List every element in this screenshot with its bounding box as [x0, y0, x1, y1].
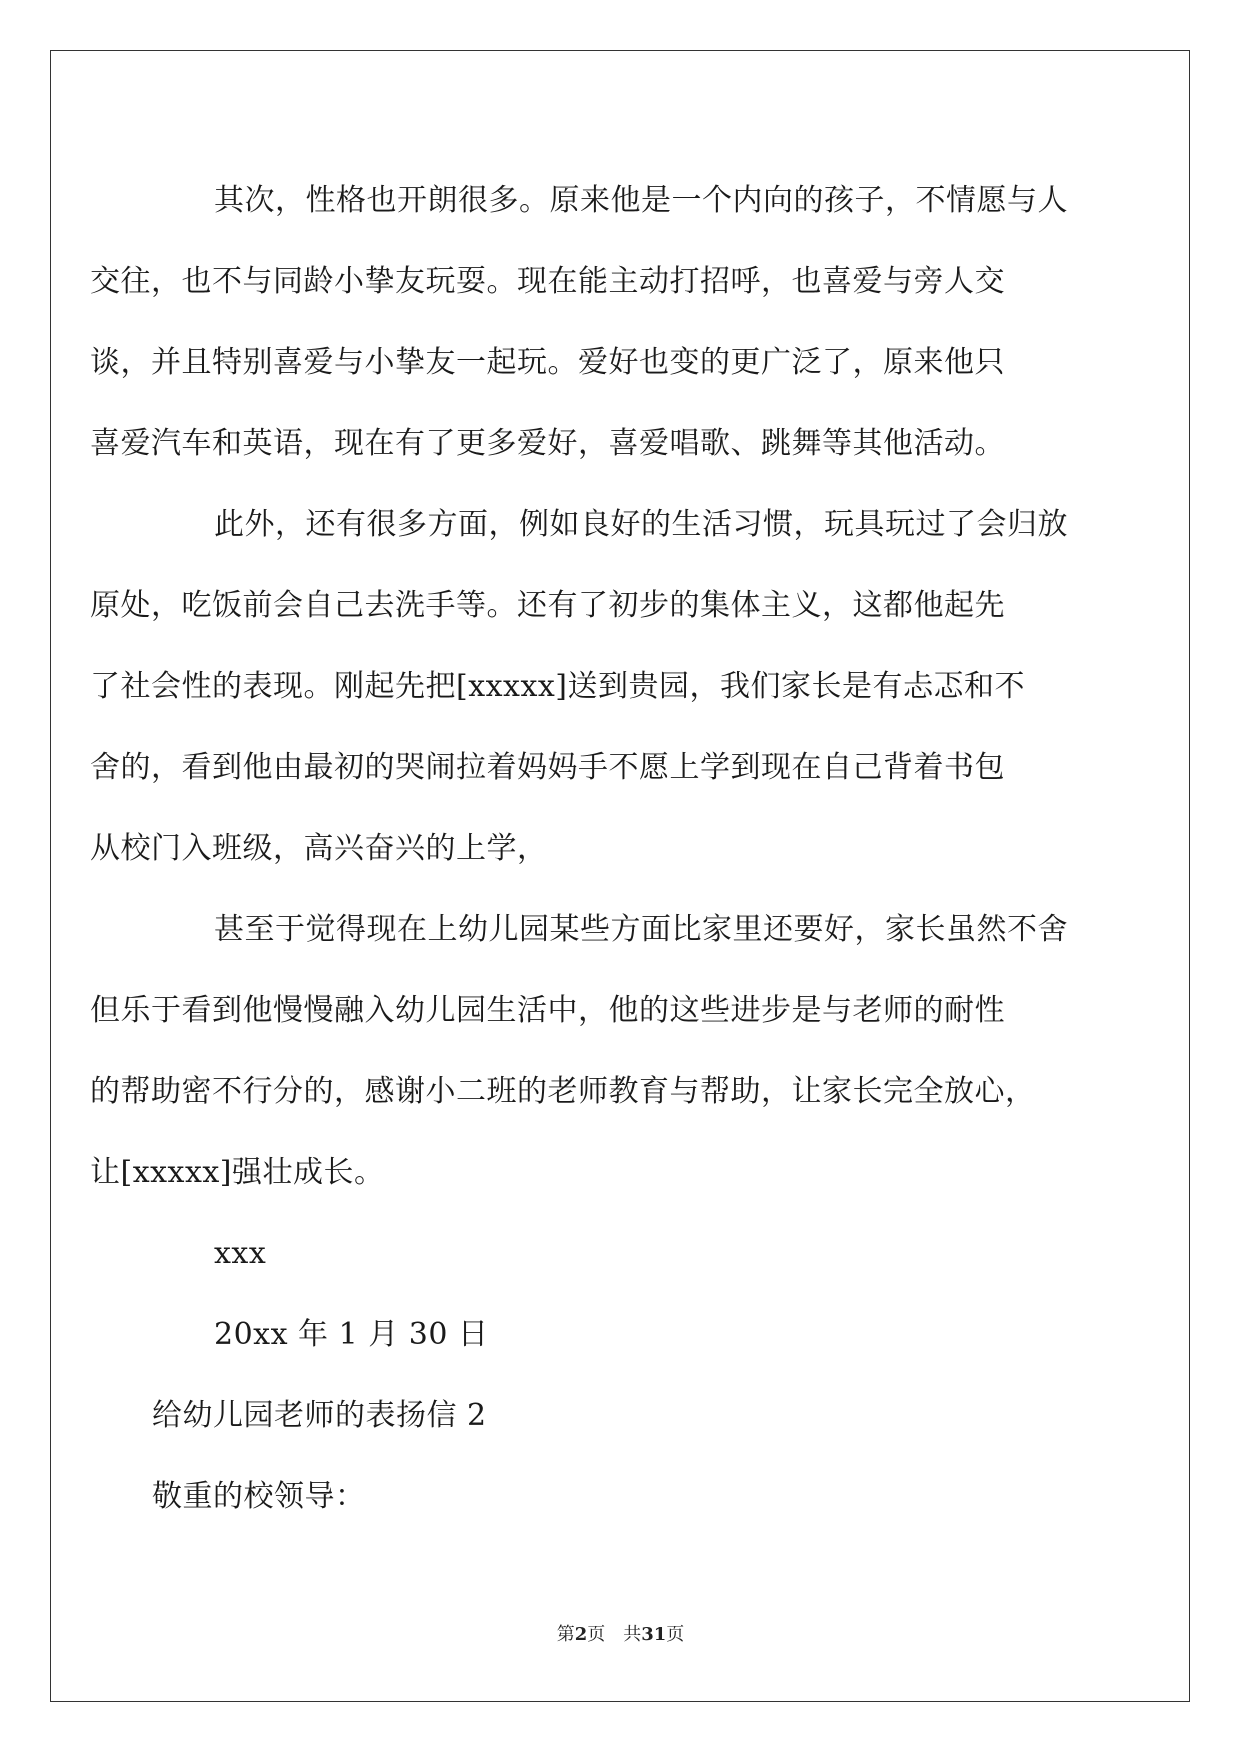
text-line: 但乐于看到他慢慢融入幼儿园生活中，他的这些进步是与老师的耐性 [90, 993, 1005, 1028]
text-line: 敬重的校领导： [152, 1479, 366, 1514]
document-body [90, 160, 1094, 1537]
page-prefix: 第 [556, 1624, 575, 1645]
signature-date [152, 1294, 1094, 1375]
page-footer [0, 1620, 1241, 1646]
total-suffix: 页 [666, 1624, 685, 1645]
signature-name [152, 1213, 1094, 1294]
section-heading [152, 1375, 1094, 1456]
text-line: 20xx 年 1 月 30 日 [214, 1317, 489, 1352]
page-current: 2 [574, 1624, 588, 1645]
text-line: 原处，吃饭前会自己去洗手等。还有了初步的集体主义，这都他起先 [90, 588, 1005, 623]
paragraph-personality [90, 160, 1094, 484]
paragraph-thanks [90, 889, 1094, 1213]
text-line: 谈，并且特别喜爱与小挚友一起玩。爱好也变的更广泛了，原来他只 [90, 345, 1005, 380]
paragraph-habits [90, 484, 1094, 889]
text-line: 给幼儿园老师的表扬信 2 [152, 1398, 487, 1433]
page-total: 31 [641, 1624, 667, 1645]
text-line: 舍的，看到他由最初的哭闹拉着妈妈手不愿上学到现在自己背着书包 [90, 750, 1005, 785]
text-line: 交往，也不与同龄小挚友玩耍。现在能主动打招呼，也喜爱与旁人交 [90, 264, 1005, 299]
total-prefix: 共 [623, 1624, 642, 1645]
page-suffix: 页 [587, 1624, 606, 1645]
salutation [152, 1456, 1094, 1537]
text-line: 从校门入班级，高兴奋兴的上学， [90, 831, 548, 866]
text-line: 其次，性格也开朗很多。原来他是一个内向的孩子，不情愿与人 [214, 183, 1068, 218]
text-line: 喜爱汽车和英语，现在有了更多爱好，喜爱唱歌、跳舞等其他活动。 [90, 426, 1005, 461]
text-line: xxx [214, 1236, 267, 1271]
text-line: 让[xxxxx]强壮成长。 [90, 1155, 385, 1190]
text-line: 了社会性的表现。刚起先把[xxxxx]送到贵园，我们家长是有忐忑和不 [90, 669, 1026, 704]
text-line: 甚至于觉得现在上幼儿园某些方面比家里还要好，家长虽然不舍 [214, 912, 1068, 947]
text-line: 此外，还有很多方面，例如良好的生活习惯，玩具玩过了会归放 [214, 507, 1068, 542]
text-line: 的帮助密不行分的，感谢小二班的老师教育与帮助，让家长完全放心， [90, 1074, 1036, 1109]
